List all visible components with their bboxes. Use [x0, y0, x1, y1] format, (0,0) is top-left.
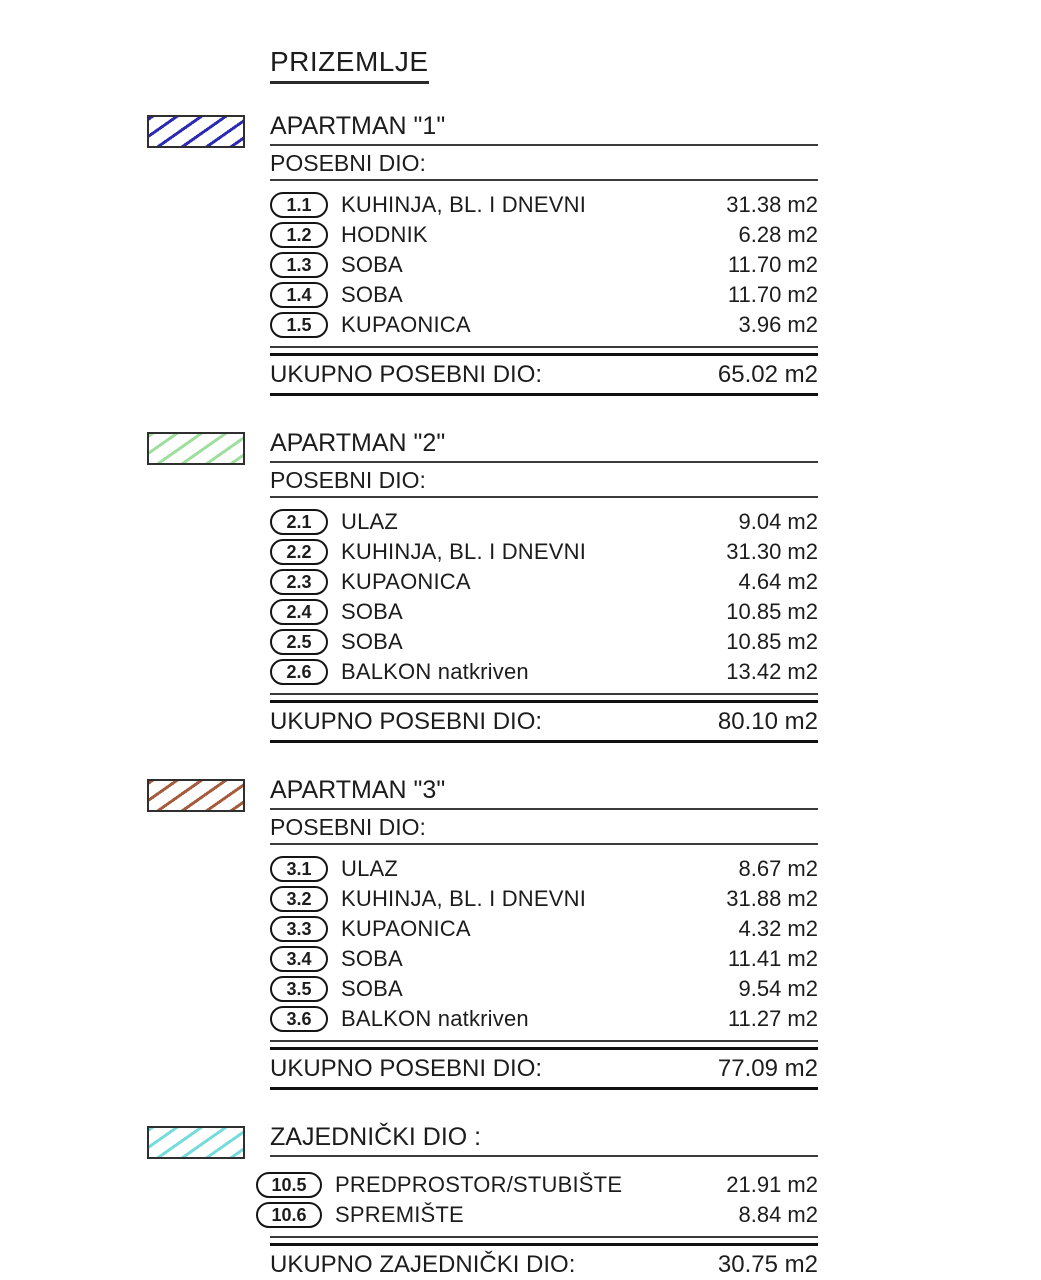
- table-row: [270, 1004, 818, 1034]
- rows-list: [270, 498, 818, 687]
- room-id-badge: 2.6: [270, 659, 328, 685]
- total-area: 65.02 m2: [717, 361, 818, 388]
- room-label: SPREMIŠTE: [335, 1202, 464, 1227]
- divider: [270, 393, 818, 396]
- room-area: 31.38 m2: [726, 192, 818, 217]
- table-row: [270, 854, 818, 884]
- room-id-badge: 2.5: [270, 629, 328, 655]
- room-id-badge: 10.6: [256, 1202, 322, 1228]
- section-content: [270, 429, 818, 743]
- room-label: KUHINJA, BL. I DNEVNI: [341, 886, 587, 911]
- swatch-column: [147, 1123, 270, 1159]
- section-title: APARTMAN "3": [270, 776, 818, 810]
- room-label: KUHINJA, BL. I DNEVNI: [341, 192, 587, 217]
- room-id-badge: 2.1: [270, 509, 328, 535]
- table-row: [270, 310, 818, 340]
- room-area: 6.28 m2: [738, 222, 818, 247]
- room-label: SOBA: [341, 282, 403, 307]
- room-id-badge: 1.4: [270, 282, 328, 308]
- room-area: 10.85 m2: [726, 599, 818, 624]
- section-total-row: [270, 703, 818, 740]
- room-id-badge: 2.2: [270, 539, 328, 565]
- room-area: 10.85 m2: [726, 629, 818, 654]
- room-area: 4.64 m2: [738, 569, 818, 594]
- room-area: 4.32 m2: [738, 916, 818, 941]
- table-row: [270, 884, 818, 914]
- room-area: 31.30 m2: [726, 539, 818, 564]
- hatch-swatch-cyan-icon: [147, 1126, 245, 1159]
- total-label: UKUPNO POSEBNI DIO:: [270, 361, 543, 388]
- table-row: [270, 280, 818, 310]
- total-area: 30.75 m2: [717, 1251, 818, 1278]
- section-content: [270, 112, 818, 396]
- table-row: [270, 914, 818, 944]
- room-area: 13.42 m2: [726, 659, 818, 684]
- section-content: [270, 776, 818, 1090]
- room-label: SOBA: [341, 946, 403, 971]
- section-total-row: [270, 1050, 818, 1087]
- table-row: [270, 974, 818, 1004]
- swatch-column: [147, 776, 270, 812]
- room-label: SOBA: [341, 629, 403, 654]
- table-row: [270, 944, 818, 974]
- room-label: KUPAONICA: [341, 569, 471, 594]
- room-id-badge: 2.4: [270, 599, 328, 625]
- section-apartman-1: [147, 112, 1041, 396]
- room-label: SOBA: [341, 599, 403, 624]
- room-id-badge: 2.3: [270, 569, 328, 595]
- room-label: SOBA: [341, 976, 403, 1001]
- rows-list: [270, 845, 818, 1034]
- sections-list: [0, 112, 1041, 1280]
- room-label: BALKON natkriven: [341, 1006, 529, 1031]
- table-row: [270, 537, 818, 567]
- room-area: 11.70 m2: [727, 252, 818, 277]
- room-area: 9.04 m2: [738, 509, 818, 534]
- room-area: 11.70 m2: [727, 282, 818, 307]
- room-id-badge: 1.1: [270, 192, 328, 218]
- room-label: ULAZ: [341, 509, 399, 534]
- divider: [270, 1040, 818, 1042]
- room-area: 31.88 m2: [726, 886, 818, 911]
- total-label: UKUPNO POSEBNI DIO:: [270, 1055, 543, 1082]
- total-label: UKUPNO POSEBNI DIO:: [270, 708, 543, 735]
- table-row: [270, 190, 818, 220]
- divider: [270, 693, 818, 695]
- section-content: [270, 1123, 818, 1280]
- rows-list: [270, 181, 818, 340]
- room-id-badge: 3.3: [270, 916, 328, 942]
- room-label: BALKON natkriven: [341, 659, 529, 684]
- section-apartman-2: [147, 429, 1041, 743]
- room-label: HODNIK: [341, 222, 428, 247]
- section-apartman-3: [147, 776, 1041, 1090]
- room-id-badge: 3.6: [270, 1006, 328, 1032]
- total-label: UKUPNO ZAJEDNIČKI DIO:: [270, 1251, 576, 1278]
- section-subtitle: POSEBNI DIO:: [270, 150, 818, 181]
- room-id-badge: 1.3: [270, 252, 328, 278]
- table-row: [270, 597, 818, 627]
- room-label: PREDPROSTOR/STUBIŠTE: [335, 1172, 623, 1197]
- room-area: 9.54 m2: [738, 976, 818, 1001]
- room-id-badge: 3.2: [270, 886, 328, 912]
- divider: [270, 1087, 818, 1090]
- table-row: [270, 627, 818, 657]
- total-area: 77.09 m2: [717, 1055, 818, 1082]
- table-row: [270, 567, 818, 597]
- page-title: PRIZEMLJE: [270, 46, 429, 84]
- rows-list: [270, 1157, 818, 1230]
- hatch-swatch-green-icon: [147, 432, 245, 465]
- room-id-badge: 1.2: [270, 222, 328, 248]
- divider: [270, 346, 818, 348]
- room-id-badge: 1.5: [270, 312, 328, 338]
- section-subtitle: POSEBNI DIO:: [270, 814, 818, 845]
- table-row: [270, 1170, 818, 1200]
- table-row: [270, 507, 818, 537]
- room-area: 11.27 m2: [727, 1006, 818, 1031]
- room-label: KUPAONICA: [341, 312, 471, 337]
- table-row: [270, 250, 818, 280]
- table-row: [270, 1200, 818, 1230]
- divider: [270, 740, 818, 743]
- room-id-badge: 10.5: [256, 1172, 322, 1198]
- section-zajednicki-dio: [147, 1123, 1041, 1280]
- room-area: 11.41 m2: [727, 946, 818, 971]
- hatch-swatch-brown-icon: [147, 779, 245, 812]
- swatch-column: [147, 112, 270, 148]
- table-row: [270, 657, 818, 687]
- room-area: 21.91 m2: [726, 1172, 818, 1197]
- section-title: ZAJEDNIČKI DIO :: [270, 1123, 818, 1157]
- table-row: [270, 220, 818, 250]
- section-subtitle: POSEBNI DIO:: [270, 467, 818, 498]
- section-title: APARTMAN "1": [270, 112, 818, 146]
- section-total-row: [270, 1246, 818, 1280]
- room-id-badge: 3.5: [270, 976, 328, 1002]
- room-area: 8.67 m2: [738, 856, 818, 881]
- room-id-badge: 3.1: [270, 856, 328, 882]
- section-total-row: [270, 356, 818, 393]
- room-id-badge: 3.4: [270, 946, 328, 972]
- room-label: KUPAONICA: [341, 916, 471, 941]
- room-label: ULAZ: [341, 856, 399, 881]
- room-area: 8.84 m2: [738, 1202, 818, 1227]
- room-label: KUHINJA, BL. I DNEVNI: [341, 539, 587, 564]
- section-title: APARTMAN "2": [270, 429, 818, 463]
- divider: [270, 1236, 818, 1238]
- total-area: 80.10 m2: [717, 708, 818, 735]
- swatch-column: [147, 429, 270, 465]
- room-label: SOBA: [341, 252, 403, 277]
- hatch-swatch-blue-icon: [147, 115, 245, 148]
- room-area: 3.96 m2: [738, 312, 818, 337]
